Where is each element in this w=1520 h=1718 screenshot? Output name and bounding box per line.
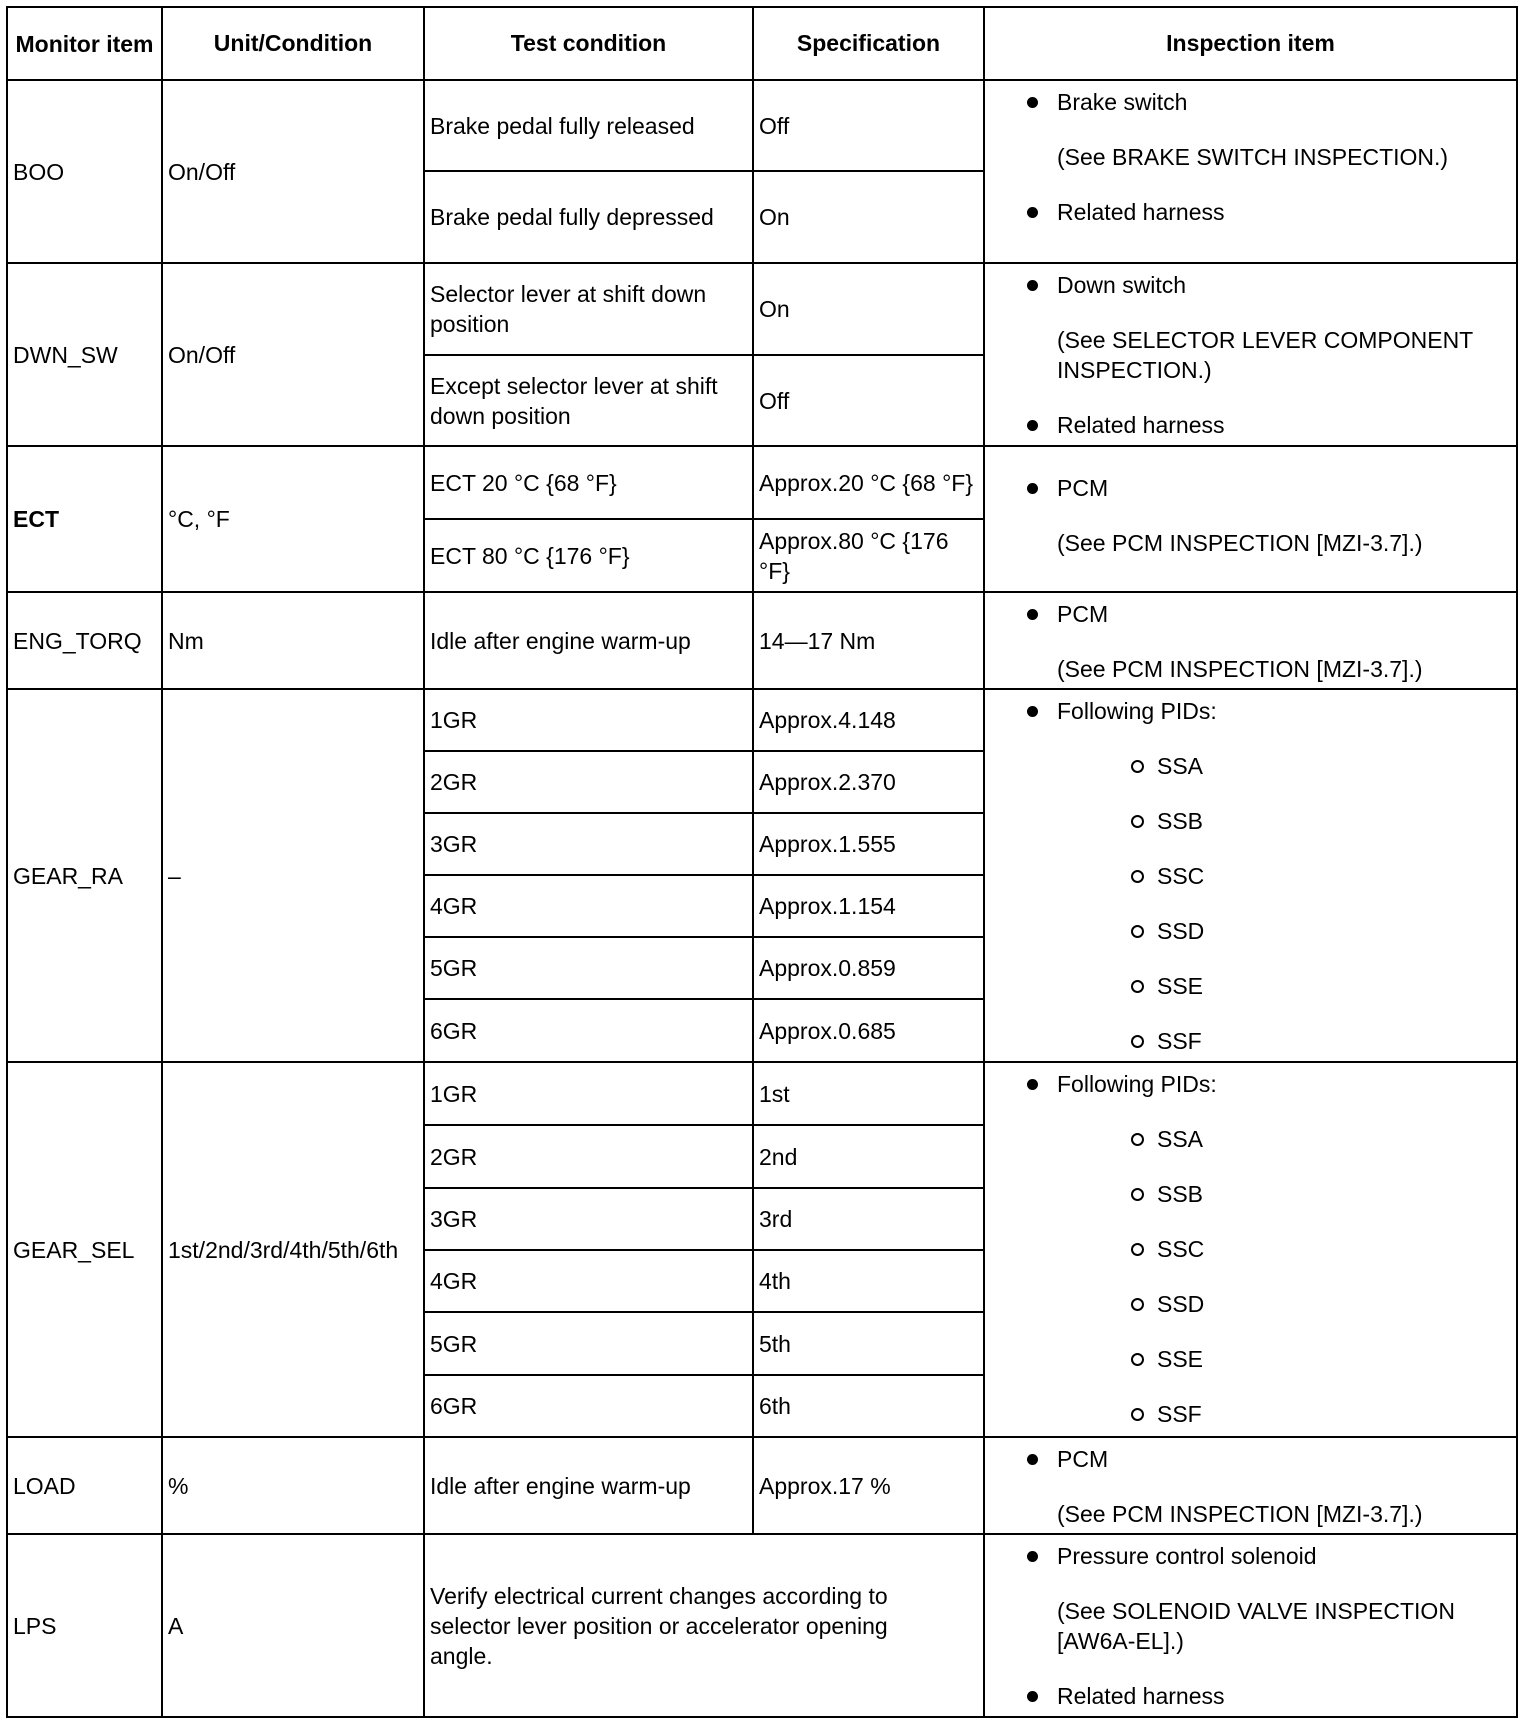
test-condition-cell: ECT 20 °C {68 °F} bbox=[424, 446, 753, 519]
pid-item: SSC bbox=[1131, 1234, 1508, 1264]
monitor-item-cell: ENG_TORQ bbox=[7, 592, 162, 689]
test-condition-cell: 2GR bbox=[424, 1125, 753, 1188]
table-row bbox=[7, 1437, 1517, 1534]
test-condition-cell: 4GR bbox=[424, 1250, 753, 1312]
pid-item: SSD bbox=[1131, 1289, 1508, 1319]
test-condition-cell: Brake pedal fully depressed bbox=[424, 171, 753, 263]
table-row bbox=[7, 689, 1517, 751]
test-condition-cell: 3GR bbox=[424, 813, 753, 875]
specification-cell: Approx.80 °C {176 °F} bbox=[753, 519, 984, 592]
test-condition-cell: Brake pedal fully released bbox=[424, 80, 753, 171]
pid-list bbox=[1023, 751, 1508, 1056]
specification-cell: 5th bbox=[753, 1312, 984, 1375]
unit-cell: 1st/2nd/3rd/4th/5th/6th bbox=[162, 1062, 424, 1437]
pid-item: SSB bbox=[1131, 806, 1508, 836]
specification-cell: Approx.17 % bbox=[753, 1437, 984, 1534]
specification-cell: Approx.2.370 bbox=[753, 751, 984, 813]
test-condition-cell: Selector lever at shift down position bbox=[424, 263, 753, 355]
header-specification: Specification bbox=[753, 7, 984, 80]
test-condition-cell: 4GR bbox=[424, 875, 753, 937]
pid-item: SSF bbox=[1131, 1026, 1508, 1056]
pid-item: SSE bbox=[1131, 1344, 1508, 1374]
test-condition-cell: 5GR bbox=[424, 1312, 753, 1375]
specification-cell: 14—17 Nm bbox=[753, 592, 984, 689]
monitor-item-cell: GEAR_SEL bbox=[7, 1062, 162, 1437]
specification-cell: Approx.1.154 bbox=[753, 875, 984, 937]
specification-cell: 1st bbox=[753, 1062, 984, 1125]
monitor-item-cell: LOAD bbox=[7, 1437, 162, 1534]
table-row bbox=[7, 263, 1517, 355]
inspection-note: (See PCM INSPECTION [MZI-3.7].) bbox=[1057, 530, 1423, 556]
unit-cell: Nm bbox=[162, 592, 424, 689]
test-condition-cell: 1GR bbox=[424, 689, 753, 751]
specification-cell: Approx.0.859 bbox=[753, 937, 984, 999]
inspection-bullet: Pressure control solenoid bbox=[1023, 1541, 1508, 1571]
specification-cell: On bbox=[753, 171, 984, 263]
unit-cell: A bbox=[162, 1534, 424, 1717]
test-condition-cell: Idle after engine warm-up bbox=[424, 592, 753, 689]
inspection-note: (See SOLENOID VALVE INSPECTION [AW6A-EL].) bbox=[1057, 1598, 1455, 1654]
test-condition-cell: Idle after engine warm-up bbox=[424, 1437, 753, 1534]
test-condition-cell: 5GR bbox=[424, 937, 753, 999]
test-condition-cell: Verify electrical current changes according to selector lever position or accelerator opening angle. bbox=[424, 1534, 984, 1717]
unit-cell: °C, °F bbox=[162, 446, 424, 592]
table-row bbox=[7, 80, 1517, 171]
specification-cell: Approx.0.685 bbox=[753, 999, 984, 1062]
test-condition-cell: 1GR bbox=[424, 1062, 753, 1125]
pid-item: SSD bbox=[1131, 916, 1508, 946]
inspection-bullet: Down switch bbox=[1023, 270, 1508, 300]
specification-cell: Approx.4.148 bbox=[753, 689, 984, 751]
inspection-cell bbox=[984, 592, 1517, 689]
pid-item: SSB bbox=[1131, 1179, 1508, 1209]
test-condition-cell: 6GR bbox=[424, 999, 753, 1062]
unit-cell: – bbox=[162, 689, 424, 1062]
inspection-bullet: PCM bbox=[1023, 1444, 1508, 1474]
specification-cell: 3rd bbox=[753, 1188, 984, 1250]
test-condition-cell: 3GR bbox=[424, 1188, 753, 1250]
pid-item: SSA bbox=[1131, 751, 1508, 781]
inspection-cell bbox=[984, 1062, 1517, 1437]
inspection-table-sheet bbox=[6, 6, 1516, 1708]
specification-cell: On bbox=[753, 263, 984, 355]
monitor-item-cell: LPS bbox=[7, 1534, 162, 1717]
test-condition-cell: ECT 80 °C {176 °F} bbox=[424, 519, 753, 592]
unit-cell: % bbox=[162, 1437, 424, 1534]
specification-cell: Off bbox=[753, 80, 984, 171]
pid-item: SSA bbox=[1131, 1124, 1508, 1154]
inspection-cell bbox=[984, 689, 1517, 1062]
test-condition-cell: 6GR bbox=[424, 1375, 753, 1437]
specification-cell: Approx.1.555 bbox=[753, 813, 984, 875]
specification-cell: 6th bbox=[753, 1375, 984, 1437]
inspection-bullet: PCM bbox=[1023, 473, 1508, 503]
inspection-note: (See PCM INSPECTION [MZI-3.7].) bbox=[1057, 656, 1423, 682]
inspection-bullet: Related harness bbox=[1023, 197, 1508, 227]
monitor-item-cell: DWN_SW bbox=[7, 263, 162, 446]
pid-list bbox=[1023, 1124, 1508, 1429]
unit-cell: On/Off bbox=[162, 263, 424, 446]
pid-item: SSF bbox=[1131, 1399, 1508, 1429]
table-row bbox=[7, 1062, 1517, 1125]
monitor-item-cell: ECT bbox=[7, 446, 162, 592]
header-inspection-item: Inspection item bbox=[984, 7, 1517, 80]
table-row bbox=[7, 1534, 1517, 1717]
inspection-note: (See PCM INSPECTION [MZI-3.7].) bbox=[1057, 1501, 1423, 1527]
inspection-cell bbox=[984, 263, 1517, 446]
inspection-note: (See BRAKE SWITCH INSPECTION.) bbox=[1057, 144, 1449, 170]
monitor-item-table bbox=[6, 6, 1518, 1718]
table-row bbox=[7, 446, 1517, 519]
inspection-cell bbox=[984, 80, 1517, 263]
inspection-bullet: Following PIDs: bbox=[1023, 696, 1508, 726]
table-row bbox=[7, 592, 1517, 689]
header-row bbox=[7, 7, 1517, 80]
inspection-bullet: Brake switch bbox=[1023, 87, 1508, 117]
inspection-cell bbox=[984, 446, 1517, 592]
header-unit-condition: Unit/Condition bbox=[162, 7, 424, 80]
specification-cell: Off bbox=[753, 355, 984, 446]
inspection-cell bbox=[984, 1437, 1517, 1534]
test-condition-cell: Except selector lever at shift down position bbox=[424, 355, 753, 446]
inspection-note: (See SELECTOR LEVER COMPONENT INSPECTION.) bbox=[1057, 327, 1473, 383]
monitor-item-cell: BOO bbox=[7, 80, 162, 263]
inspection-bullet: PCM bbox=[1023, 599, 1508, 629]
test-condition-cell: 2GR bbox=[424, 751, 753, 813]
unit-cell: On/Off bbox=[162, 80, 424, 263]
inspection-bullet: Related harness bbox=[1023, 1681, 1508, 1711]
inspection-bullet: Following PIDs: bbox=[1023, 1069, 1508, 1099]
pid-item: SSE bbox=[1131, 971, 1508, 1001]
inspection-bullet: Related harness bbox=[1023, 410, 1508, 440]
specification-cell: 2nd bbox=[753, 1125, 984, 1188]
monitor-item-cell: GEAR_RA bbox=[7, 689, 162, 1062]
header-test-condition: Test condition bbox=[424, 7, 753, 80]
specification-cell: Approx.20 °C {68 °F} bbox=[753, 446, 984, 519]
header-monitor-item: Monitor item bbox=[7, 7, 162, 80]
specification-cell: 4th bbox=[753, 1250, 984, 1312]
pid-item: SSC bbox=[1131, 861, 1508, 891]
inspection-cell bbox=[984, 1534, 1517, 1717]
